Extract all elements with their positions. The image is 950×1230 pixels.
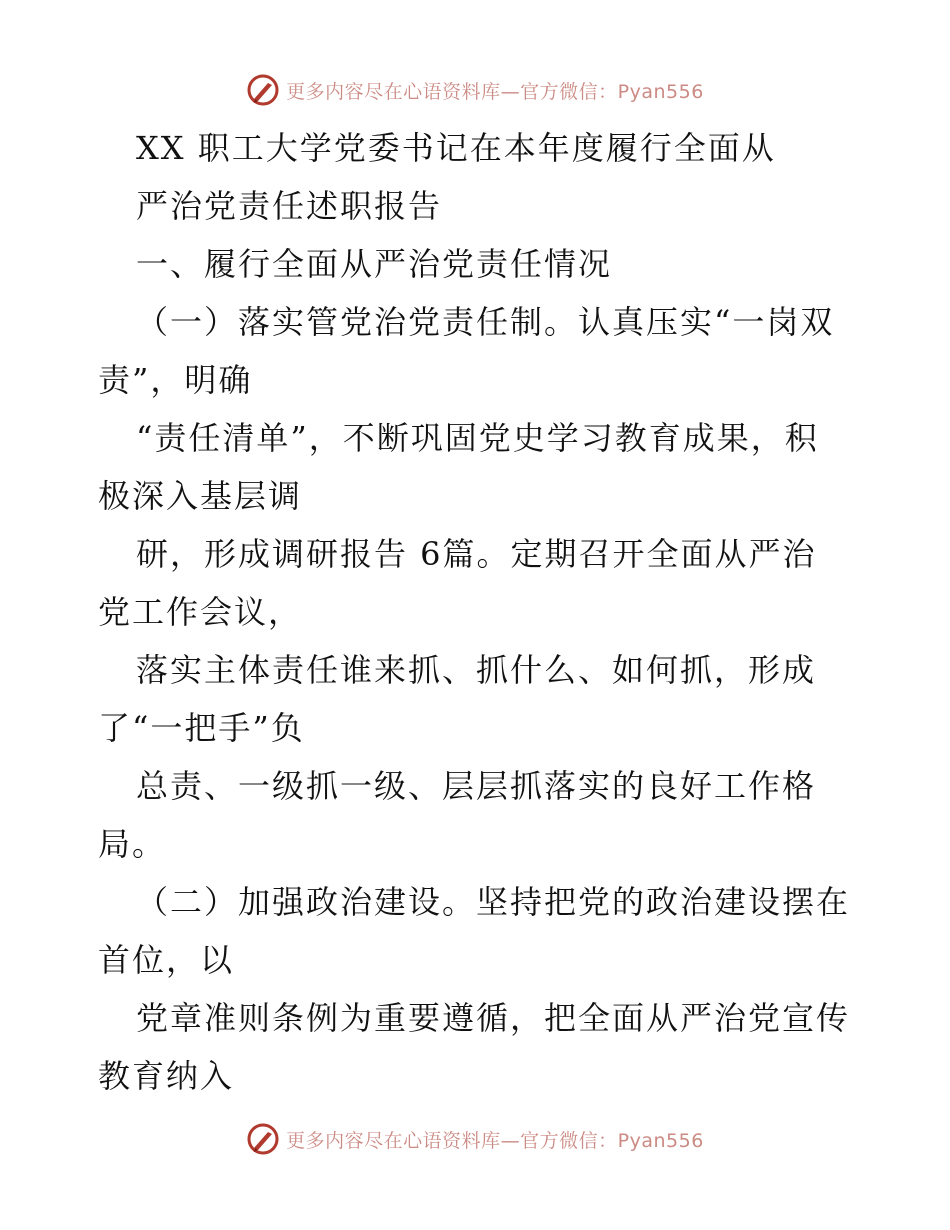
- paragraph-line: （二）加强政治建设。坚持把党的政治建设摆在: [136, 883, 851, 921]
- paragraph-line: 研，形成调研报告 6篇。定期召开全面从严治: [136, 535, 817, 573]
- paragraph-line: 总责、一级抓一级、层层抓落实的良好工作格: [136, 767, 817, 805]
- paragraph-line: 了“一把手”负: [98, 709, 305, 747]
- doc-title-line-2: 严治党责任述职报告: [136, 187, 443, 225]
- pen-logo-icon: [246, 73, 280, 107]
- paragraph-line: 责”，明确: [98, 361, 253, 399]
- section-heading: 一、履行全面从严治党责任情况: [136, 245, 613, 283]
- paragraph-line: 党章准则条例为重要遵循，把全面从严治党宣传: [136, 999, 851, 1037]
- paragraph-line: 教育纳入: [98, 1057, 235, 1095]
- pen-logo-icon: [246, 1122, 280, 1156]
- paragraph-line: “责任清单”，不断巩固党史学习教育成果，积: [136, 419, 819, 457]
- paragraph-line: （一）落实管党治党责任制。认真压实“一岗双: [136, 303, 835, 341]
- doc-title-line-1: XX 职工大学党委书记在本年度履行全面从: [136, 129, 776, 167]
- paragraph-line: 党工作会议，: [98, 593, 303, 631]
- watermark-banner-bottom: [0, 1119, 950, 1159]
- watermark-text: 更多内容尽在心语资料库—官方微信：Pyan556: [286, 80, 704, 103]
- paragraph-line: 局。: [98, 825, 167, 863]
- watermark-text: 更多内容尽在心语资料库—官方微信：Pyan556: [286, 1129, 704, 1152]
- paragraph-line: 首位，以: [98, 941, 235, 979]
- paragraph-line: 极深入基层调: [98, 477, 303, 515]
- watermark-banner-top: [0, 70, 950, 110]
- paragraph-line: 落实主体责任谁来抓、抓什么、如何抓，形成: [136, 651, 817, 689]
